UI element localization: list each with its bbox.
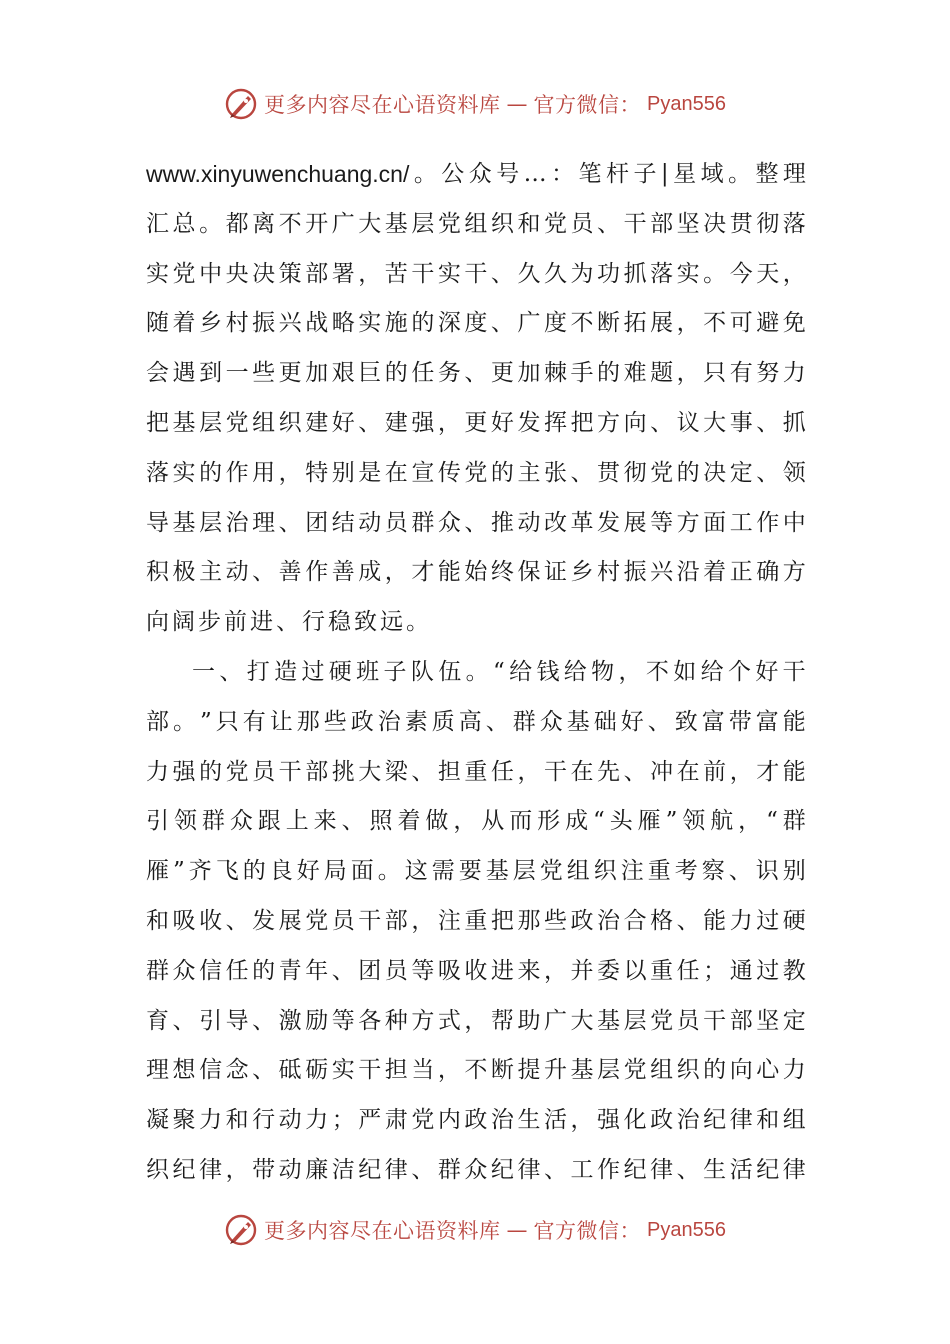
text-line: 和 吸 收 、 发 展 党 员 干 部 ， 注 重 把 那 些 政 治 合 格 、 能 力 过 硬: [146, 907, 806, 934]
text-line: 向阔步前进、行稳致远。: [146, 609, 432, 636]
text-line: 雁 ” 齐 飞 的 良 好 局 面 。 这 需 要 基 层 党 组 织 注 重 考 察 、 识 别: [146, 858, 806, 885]
footer-banner: [0, 1210, 950, 1250]
text-line: 积 极 主 动 、 善 作 善 成 ， 才 能 始 终 保 证 乡 村 振 兴 沿 着 正 确 方: [146, 559, 806, 586]
text-line: 一 、 打 造 过 硬 班 子 队 伍 。 “ 给 钱 给 物 ， 不 如 给 个 好 干: [192, 658, 806, 685]
text-line: 实 党 中 央 决 策 部 署 ， 苦 干 实 干 、 久 久 为 功 抓 落 实 。 今 天 ，: [146, 260, 806, 287]
pen-logo-icon: [224, 87, 258, 121]
text-line: 凝 聚 力 和 行 动 力 ； 严 肃 党 内 政 治 生 活 ， 强 化 政 治 纪 律 和 组: [146, 1107, 806, 1134]
banner-dash: —: [506, 1218, 528, 1242]
banner-wechat-id: Pyan556: [647, 92, 726, 115]
text-line: www.xinyuwenchuang.cn/ 。 公 众 号 … ： 笔 杆 子 | 星 域 。 整 理: [146, 161, 806, 187]
document-body: [146, 150, 806, 1196]
text-line: 部 。 ” 只 有 让 那 些 政 治 素 质 高 、 群 众 基 础 好 、 致 富 带 富 能: [146, 708, 806, 735]
banner-text: 更多内容尽在心语资料库: [264, 93, 501, 117]
banner-label: 官方微信：: [533, 1219, 642, 1243]
text-line: 引 领 群 众 跟 上 来 、 照 着 做 ， 从 而 形 成 “ 头 雁 ” 领 航 ， “ 群: [146, 808, 806, 835]
text-line: 导 基 层 治 理 、 团 结 动 员 群 众 、 推 动 改 革 发 展 等 方 面 工 作 中: [146, 509, 806, 536]
banner-wechat-id: Pyan556: [647, 1218, 726, 1241]
banner-label: 官方微信：: [533, 93, 642, 117]
header-banner: [0, 84, 950, 124]
text-line: 织 纪 律 ， 带 动 廉 洁 纪 律 、 群 众 纪 律 、 工 作 纪 律 、 生 活 纪 律: [146, 1156, 806, 1183]
text-line: 理 想 信 念 、 砥 砺 实 干 担 当 ， 不 断 提 升 基 层 党 组 织 的 向 心 力: [146, 1057, 806, 1084]
text-line: 落 实 的 作 用 ， 特 别 是 在 宣 传 党 的 主 张 、 贯 彻 党 的 决 定 、 领: [146, 459, 806, 486]
pen-logo-icon: [224, 1213, 258, 1247]
text-line: 随 着 乡 村 振 兴 战 略 实 施 的 深 度 、 广 度 不 断 拓 展 ， 不 可 避 免: [146, 310, 806, 337]
text-line: 会 遇 到 一 些 更 加 艰 巨 的 任 务 、 更 加 棘 手 的 难 题 ， 只 有 努 力: [146, 360, 806, 387]
text-line: 把 基 层 党 组 织 建 好 、 建 强 ， 更 好 发 挥 把 方 向 、 议 大 事 、 抓: [146, 409, 806, 436]
text-line: 群 众 信 任 的 青 年 、 团 员 等 吸 收 进 来 ， 并 委 以 重 任 ； 通 过 教: [146, 957, 806, 984]
banner-dash: —: [506, 92, 528, 116]
banner-text: 更多内容尽在心语资料库: [264, 1219, 501, 1243]
text-line: 力 强 的 党 员 干 部 挑 大 梁 、 担 重 任 ， 干 在 先 、 冲 在 前 ， 才 能: [146, 758, 806, 785]
text-line: 汇 总 。 都 离 不 开 广 大 基 层 党 组 织 和 党 员 、 干 部 坚 决 贯 彻 落: [146, 210, 806, 237]
text-line: 育 、 引 导 、 激 励 等 各 种 方 式 ， 帮 助 广 大 基 层 党 员 干 部 坚 定: [146, 1007, 806, 1034]
